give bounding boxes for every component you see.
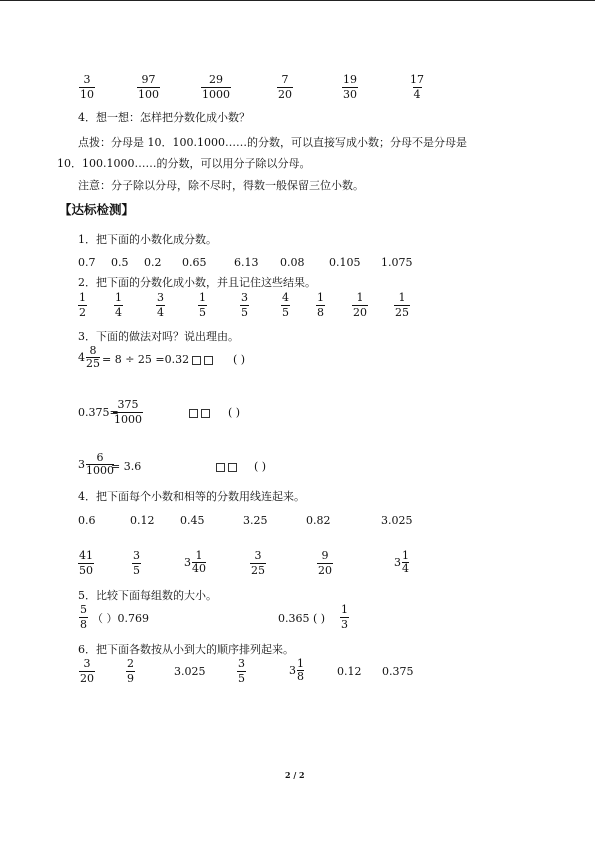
ex4-decimal: 0.6 <box>78 514 96 527</box>
note-line: 注意：分子除以分母，除不尽时，得数一般保留三位小数。 <box>78 179 364 192</box>
ex6-fraction: $\frac{3}{5}$ <box>238 657 245 685</box>
ex4-fraction: $\frac{3}{25}$ <box>251 549 265 577</box>
ex4-decimal: 0.45 <box>180 514 205 527</box>
ex5-left-comparison: （ ）0.769 <box>92 612 149 625</box>
ex1-decimal: 1.075 <box>381 256 413 269</box>
ex6-fraction: $\frac{3}{20}$ <box>80 657 94 685</box>
ex6-mixed-number: 3 1 8 <box>289 657 304 683</box>
ex3-item-3-equation: = 3.6 <box>111 460 142 473</box>
ex4-fraction: $\frac{41}{50}$ <box>79 549 93 577</box>
ex5-right-fraction: $\frac{1}{3}$ <box>341 603 348 631</box>
checkbox-right[interactable] <box>192 356 201 365</box>
ex2-fraction: $\frac{1}{2}$ <box>79 291 86 319</box>
ex5-left-fraction: $\frac{5}{8}$ <box>80 603 87 631</box>
ex3-item-1-equation: = 8 ÷ 25 =0.32 <box>102 353 190 366</box>
ex3-item-1-mixed-number: 4 8 25 <box>78 344 100 370</box>
ex2-fraction: $\frac{1}{8}$ <box>317 291 324 319</box>
page-top-border <box>0 0 595 1</box>
ex1-decimal: 0.7 <box>78 256 96 269</box>
ex3-item-1-checkboxes[interactable] <box>192 353 216 366</box>
ex4-decimal: 0.82 <box>306 514 331 527</box>
checkbox-wrong[interactable] <box>201 409 210 418</box>
ex2-fraction: $\frac{1}{20}$ <box>353 291 367 319</box>
ex6-fraction: $\frac{2}{9}$ <box>127 657 134 685</box>
ex2-fraction: $\frac{4}{5}$ <box>282 291 289 319</box>
checkbox-right[interactable] <box>216 463 225 472</box>
checkbox-right[interactable] <box>189 409 198 418</box>
ex1-decimal: 0.08 <box>280 256 305 269</box>
ex6-decimal: 0.12 <box>337 665 362 678</box>
ex3-item-2-checkboxes[interactable] <box>189 406 213 419</box>
intro-fraction-2: $\frac{97}{100}$ <box>138 73 159 101</box>
intro-fraction-5: $\frac{19}{30}$ <box>343 73 357 101</box>
ex4-mixed-number: 3 1 4 <box>394 549 409 575</box>
ex2-fraction: $\frac{1}{4}$ <box>115 291 122 319</box>
tip-line-1: 点拨：分母是 10．100.1000……的分数，可以直接写成小数；分母不是分母是 <box>78 136 467 149</box>
ex2-fraction: $\frac{3}{4}$ <box>157 291 164 319</box>
ex3-item-1-answer-blank[interactable]: ( ) <box>233 353 246 366</box>
exercise-5-title: 5．比较下面每组数的大小。 <box>78 589 217 602</box>
ex3-item-2-fraction: $\frac{375}{1000}$ <box>114 398 142 426</box>
intro-fraction-6: $\frac{17}{4}$ <box>410 73 424 101</box>
section-title: 【达标检测】 <box>59 202 135 217</box>
question-4-think: 4．想一想：怎样把分数化成小数？ <box>78 111 250 124</box>
ex3-item-3-mixed-number: 3 6 1000 <box>78 451 114 477</box>
exercise-1-title: 1．把下面的小数化成分数。 <box>78 233 217 246</box>
ex6-decimal: 3.025 <box>174 665 206 678</box>
tip-line-2: 10．100.1000……的分数，可以用分子除以分母。 <box>57 157 311 170</box>
ex4-mixed-number: 3 1 40 <box>184 549 206 575</box>
intro-fraction-4: $\frac{7}{20}$ <box>278 73 292 101</box>
ex1-decimal: 6.13 <box>234 256 259 269</box>
ex2-fraction: $\frac{3}{5}$ <box>241 291 248 319</box>
ex5-right-comparison: 0.365 ( ) <box>278 612 326 625</box>
ex3-item-2-prefix: 0.375= <box>78 406 119 419</box>
ex3-item-3-answer-blank[interactable]: ( ) <box>254 460 267 473</box>
ex1-decimal: 0.105 <box>329 256 361 269</box>
ex6-decimal: 0.375 <box>382 665 414 678</box>
ex2-fraction: $\frac{1}{5}$ <box>199 291 206 319</box>
ex4-fraction: $\frac{3}{5}$ <box>133 549 140 577</box>
exercise-4-title: 4．把下面每个小数和相等的分数用线连起来。 <box>78 490 305 503</box>
ex1-decimal: 0.65 <box>182 256 207 269</box>
ex4-decimal: 3.025 <box>381 514 413 527</box>
ex1-decimal: 0.5 <box>111 256 129 269</box>
page-number: 2 / 2 <box>285 770 305 780</box>
ex2-fraction: $\frac{1}{25}$ <box>395 291 409 319</box>
exercise-2-title: 2．把下面的分数化成小数，并且记住这些结果。 <box>78 276 316 289</box>
exercise-3-title: 3．下面的做法对吗？说出理由。 <box>78 330 239 343</box>
intro-fraction-3: $\frac{29}{1000}$ <box>202 73 230 101</box>
ex3-item-2-answer-blank[interactable]: ( ) <box>228 406 241 419</box>
checkbox-wrong[interactable] <box>204 356 213 365</box>
ex4-decimal: 0.12 <box>130 514 155 527</box>
ex4-fraction: $\frac{9}{20}$ <box>318 549 332 577</box>
ex4-decimal: 3.25 <box>243 514 268 527</box>
intro-fraction-1: $\frac{3}{10}$ <box>80 73 94 101</box>
ex1-decimal: 0.2 <box>144 256 162 269</box>
checkbox-wrong[interactable] <box>228 463 237 472</box>
ex3-item-3-checkboxes[interactable] <box>216 460 240 473</box>
exercise-6-title: 6．把下面各数按从小到大的顺序排列起来。 <box>78 643 294 656</box>
